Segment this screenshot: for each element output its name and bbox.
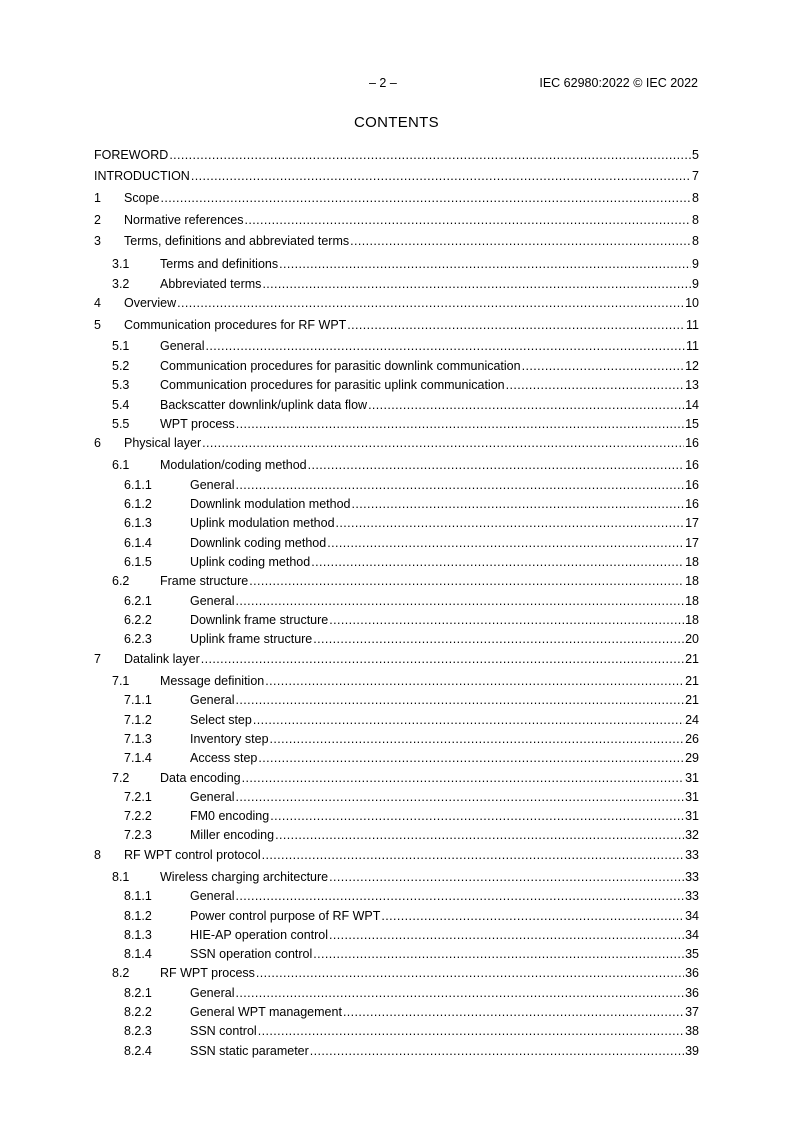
toc-entry[interactable] — [94, 712, 699, 728]
toc-entry-title: Backscatter downlink/uplink data flow — [160, 398, 368, 412]
toc-entry-title: Normative references — [124, 213, 244, 227]
toc-dot-leader — [308, 457, 684, 473]
toc-entry[interactable] — [94, 808, 699, 824]
toc-entry-number: 8.2 — [112, 966, 130, 980]
toc-entry-number: 5.1 — [112, 339, 130, 353]
toc-entry-title: FOREWORD — [94, 148, 169, 162]
toc-dot-leader — [522, 358, 685, 374]
toc-entry-number: 4 — [94, 296, 101, 310]
toc-entry[interactable] — [94, 435, 699, 451]
toc-entry-page: 33 — [685, 889, 699, 903]
toc-entry-title: Select step — [190, 713, 252, 727]
toc-entry-title: Terms, definitions and abbreviated terms — [124, 234, 350, 248]
toc-entry[interactable] — [94, 908, 699, 924]
toc-dot-leader — [265, 673, 684, 689]
toc-entry[interactable] — [94, 651, 699, 667]
toc-entry[interactable] — [94, 946, 699, 962]
toc-entry-title: General — [190, 594, 235, 608]
toc-entry-title: WPT process — [160, 417, 235, 431]
toc-entry-number: 8.2.3 — [124, 1024, 152, 1038]
toc-dot-leader — [160, 190, 691, 206]
toc-entry-page: 31 — [685, 771, 699, 785]
toc-dot-leader — [253, 712, 684, 728]
toc-entry-page: 13 — [685, 378, 699, 392]
toc-entry-number: 7.2.1 — [124, 790, 152, 804]
toc-entry[interactable] — [94, 457, 699, 473]
toc-dot-leader — [236, 416, 684, 432]
toc-entry-number: 5 — [94, 318, 101, 332]
toc-dot-leader — [235, 888, 684, 904]
toc-entry[interactable] — [94, 477, 699, 493]
toc-dot-leader — [258, 750, 684, 766]
toc-dot-leader — [245, 212, 692, 228]
toc-entry-title: RF WPT control protocol — [124, 848, 261, 862]
toc-entry-page: 5 — [692, 148, 699, 162]
toc-entry-page: 21 — [685, 652, 699, 666]
toc-entry-page: 33 — [685, 848, 699, 862]
toc-entry[interactable] — [94, 212, 699, 228]
toc-entry-page: 15 — [685, 417, 699, 431]
toc-entry-page: 31 — [685, 790, 699, 804]
toc-dot-leader — [235, 789, 684, 805]
toc-entry-title: General — [190, 693, 235, 707]
toc-entry[interactable] — [94, 256, 699, 272]
toc-entry-title: Uplink frame structure — [190, 632, 313, 646]
toc-dot-leader — [169, 147, 691, 163]
toc-entry-page: 16 — [685, 458, 699, 472]
toc-entry-title: Data encoding — [160, 771, 241, 785]
toc-entry-page: 31 — [685, 809, 699, 823]
toc-dot-leader — [350, 233, 691, 249]
toc-entry-title: SSN static parameter — [190, 1044, 309, 1058]
toc-dot-leader — [279, 256, 691, 272]
toc-dot-leader — [310, 1043, 684, 1059]
toc-entry-page: 26 — [685, 732, 699, 746]
toc-dot-leader — [235, 593, 684, 609]
toc-entry-number: 7.2.2 — [124, 809, 152, 823]
toc-entry-page: 16 — [685, 436, 699, 450]
toc-entry-number: 6 — [94, 436, 101, 450]
toc-entry[interactable] — [94, 317, 699, 333]
toc-entry-page: 17 — [685, 516, 699, 530]
toc-entry[interactable] — [94, 593, 699, 609]
toc-entry[interactable] — [94, 1023, 699, 1039]
toc-entry-number: 8.1.4 — [124, 947, 152, 961]
toc-entry-page: 24 — [685, 713, 699, 727]
toc-dot-leader — [329, 612, 684, 628]
toc-entry[interactable] — [94, 789, 699, 805]
toc-dot-leader — [202, 435, 684, 451]
toc-entry-number: 8.1.2 — [124, 909, 152, 923]
toc-entry-number: 7 — [94, 652, 101, 666]
toc-entry-number: 7.2.3 — [124, 828, 152, 842]
toc-entry-title: Datalink layer — [124, 652, 200, 666]
toc-entry-number: 8.1 — [112, 870, 130, 884]
toc-entry-title: Uplink coding method — [190, 555, 311, 569]
toc-entry-number: 8.2.2 — [124, 1005, 152, 1019]
toc-entry-page: 36 — [685, 986, 699, 1000]
toc-entry-page: 8 — [692, 213, 699, 227]
toc-entry-number: 8.1.1 — [124, 889, 152, 903]
toc-entry[interactable] — [94, 770, 699, 786]
toc-entry-title: General WPT management — [190, 1005, 342, 1019]
toc-entry-number: 6.1 — [112, 458, 130, 472]
toc-entry-title: Uplink modulation method — [190, 516, 335, 530]
toc-entry-title: INTRODUCTION — [94, 169, 190, 183]
toc-dot-leader — [242, 770, 684, 786]
toc-dot-leader — [313, 946, 684, 962]
toc-entry-title: General — [190, 889, 235, 903]
toc-entry-title: Wireless charging architecture — [160, 870, 329, 884]
toc-entry-number: 3 — [94, 234, 101, 248]
toc-entry[interactable] — [94, 535, 699, 551]
toc-dot-leader — [177, 295, 684, 311]
toc-dot-leader — [381, 908, 684, 924]
toc-entry-number: 6.2.2 — [124, 613, 152, 627]
toc-entry-number: 7.1.1 — [124, 693, 152, 707]
toc-entry-title: Downlink modulation method — [190, 497, 351, 511]
page-title: CONTENTS — [354, 114, 439, 131]
toc-entry-title: HIE-AP operation control — [190, 928, 329, 942]
toc-entry-page: 20 — [685, 632, 699, 646]
toc-entry-page: 37 — [685, 1005, 699, 1019]
toc-entry-title: Access step — [190, 751, 258, 765]
toc-entry[interactable] — [94, 377, 699, 393]
toc-entry-title: Communication procedures for parasitic uplink communication — [160, 378, 505, 392]
toc-entry-title: General — [190, 478, 235, 492]
toc-entry-number: 8.1.3 — [124, 928, 152, 942]
toc-dot-leader — [329, 927, 684, 943]
toc-entry[interactable] — [94, 496, 699, 512]
toc-entry-page: 38 — [685, 1024, 699, 1038]
toc-entry-page: 18 — [685, 574, 699, 588]
toc-entry-number: 5.2 — [112, 359, 130, 373]
toc-entry-title: FM0 encoding — [190, 809, 270, 823]
toc-entry-page: 16 — [685, 478, 699, 492]
toc-entry-title: Inventory step — [190, 732, 269, 746]
toc-entry-page: 33 — [685, 870, 699, 884]
toc-entry-number: 7.1.2 — [124, 713, 152, 727]
toc-entry-number: 6.1.5 — [124, 555, 152, 569]
toc-dot-leader — [262, 276, 691, 292]
toc-entry[interactable] — [94, 190, 699, 206]
toc-dot-leader — [191, 168, 691, 184]
toc-entry-page: 29 — [685, 751, 699, 765]
toc-entry-number: 2 — [94, 213, 101, 227]
toc-entry-number: 7.1.3 — [124, 732, 152, 746]
toc-entry[interactable] — [94, 358, 699, 374]
toc-entry-title: SSN control — [190, 1024, 257, 1038]
toc-entry[interactable] — [94, 233, 699, 249]
toc-entry-title: RF WPT process — [160, 966, 255, 980]
toc-dot-leader — [270, 731, 685, 747]
toc-entry[interactable] — [94, 827, 699, 843]
toc-dot-leader — [506, 377, 684, 393]
toc-dot-leader — [235, 692, 684, 708]
toc-entry[interactable] — [94, 750, 699, 766]
toc-entry-page: 35 — [685, 947, 699, 961]
toc-entry-number: 6.2.1 — [124, 594, 152, 608]
toc-entry[interactable] — [94, 295, 699, 311]
toc-entry-page: 36 — [685, 966, 699, 980]
toc-entry[interactable] — [94, 612, 699, 628]
toc-entry-page: 14 — [685, 398, 699, 412]
toc-entry-page: 18 — [685, 555, 699, 569]
toc-entry-number: 7.1.4 — [124, 751, 152, 765]
toc-entry-page: 34 — [685, 928, 699, 942]
toc-entry-page: 12 — [685, 359, 699, 373]
toc-dot-leader — [235, 477, 684, 493]
toc-entry[interactable] — [94, 515, 699, 531]
toc-entry-page: 7 — [692, 169, 699, 183]
toc-entry-title: Communication procedures for RF WPT — [124, 318, 347, 332]
toc-entry[interactable] — [94, 673, 699, 689]
toc-entry-number: 5.4 — [112, 398, 130, 412]
toc-entry-title: General — [160, 339, 205, 353]
toc-entry-page: 11 — [686, 339, 699, 353]
toc-entry[interactable] — [94, 985, 699, 1001]
toc-entry[interactable] — [94, 1043, 699, 1059]
toc-entry-page: 8 — [692, 234, 699, 248]
toc-entry[interactable] — [94, 573, 699, 589]
toc-entry[interactable] — [94, 927, 699, 943]
toc-entry-number: 1 — [94, 191, 101, 205]
toc-entry-page: 32 — [685, 828, 699, 842]
toc-entry-page: 9 — [692, 257, 699, 271]
toc-entry-page: 39 — [685, 1044, 699, 1058]
toc-dot-leader — [270, 808, 684, 824]
toc-entry-number: 8 — [94, 848, 101, 862]
toc-entry[interactable] — [94, 276, 699, 292]
toc-entry-title: SSN operation control — [190, 947, 313, 961]
toc-entry-page: 17 — [685, 536, 699, 550]
toc-dot-leader — [262, 847, 684, 863]
toc-entry-page: 21 — [685, 693, 699, 707]
toc-entry[interactable] — [94, 888, 699, 904]
toc-entry-page: 11 — [686, 318, 699, 332]
toc-entry-number: 3.1 — [112, 257, 130, 271]
page-number: – 2 – — [369, 76, 397, 90]
toc-dot-leader — [336, 515, 685, 531]
toc-entry[interactable] — [94, 338, 699, 354]
toc-entry-title: Physical layer — [124, 436, 202, 450]
standard-reference: IEC 62980:2022 © IEC 2022 — [539, 76, 698, 90]
toc-entry-title: Frame structure — [160, 574, 249, 588]
toc-entry[interactable] — [94, 168, 699, 184]
toc-entry[interactable] — [94, 847, 699, 863]
toc-entry-number: 5.5 — [112, 417, 130, 431]
toc-entry-number: 8.2.4 — [124, 1044, 152, 1058]
toc-dot-leader — [201, 651, 684, 667]
toc-dot-leader — [352, 496, 685, 512]
toc-entry[interactable] — [94, 147, 699, 163]
toc-entry-title: Scope — [124, 191, 160, 205]
toc-entry-number: 7.2 — [112, 771, 130, 785]
toc-entry-number: 6.1.2 — [124, 497, 152, 511]
toc-entry-number: 6.1.4 — [124, 536, 152, 550]
toc-entry-number: 7.1 — [112, 674, 130, 688]
toc-entry[interactable] — [94, 416, 699, 432]
toc-dot-leader — [249, 573, 684, 589]
toc-entry-title: Power control purpose of RF WPT — [190, 909, 381, 923]
toc-entry-number: 8.2.1 — [124, 986, 152, 1000]
toc-dot-leader — [235, 985, 684, 1001]
toc-entry-page: 10 — [685, 296, 699, 310]
toc-entry-title: Downlink coding method — [190, 536, 327, 550]
toc-dot-leader — [205, 338, 685, 354]
toc-entry-number: 6.1.1 — [124, 478, 152, 492]
toc-entry[interactable] — [94, 1004, 699, 1020]
toc-entry[interactable] — [94, 965, 699, 981]
toc-entry-page: 34 — [685, 909, 699, 923]
toc-entry-title: Terms and definitions — [160, 257, 279, 271]
toc-entry-page: 18 — [685, 594, 699, 608]
toc-entry-title: Message definition — [160, 674, 265, 688]
toc-entry-page: 21 — [685, 674, 699, 688]
toc-dot-leader — [329, 869, 684, 885]
toc-entry-number: 6.2.3 — [124, 632, 152, 646]
toc-entry-title: General — [190, 790, 235, 804]
toc-dot-leader — [368, 397, 684, 413]
toc-entry[interactable] — [94, 631, 699, 647]
toc-dot-leader — [256, 965, 684, 981]
toc-entry[interactable] — [94, 554, 699, 570]
toc-entry-title: Communication procedures for parasitic downlink communication — [160, 359, 521, 373]
toc-entry-page: 8 — [692, 191, 699, 205]
toc-entry-title: Abbreviated terms — [160, 277, 262, 291]
toc-entry-title: General — [190, 986, 235, 1000]
toc-entry-page: 16 — [685, 497, 699, 511]
toc-entry-page: 9 — [692, 277, 699, 291]
toc-entry-title: Miller encoding — [190, 828, 275, 842]
toc-dot-leader — [313, 631, 684, 647]
toc-entry[interactable] — [94, 869, 699, 885]
toc-entry-number: 5.3 — [112, 378, 130, 392]
toc-dot-leader — [343, 1004, 684, 1020]
toc-dot-leader — [258, 1023, 684, 1039]
toc-entry-number: 6.1.3 — [124, 516, 152, 530]
toc-dot-leader — [311, 554, 684, 570]
toc-entry[interactable] — [94, 731, 699, 747]
toc-entry[interactable] — [94, 397, 699, 413]
toc-dot-leader — [327, 535, 684, 551]
page-header — [0, 76, 793, 92]
toc-entry[interactable] — [94, 692, 699, 708]
toc-dot-leader — [275, 827, 684, 843]
toc-entry-number: 6.2 — [112, 574, 130, 588]
toc-dot-leader — [347, 317, 685, 333]
toc-entry-number: 3.2 — [112, 277, 130, 291]
toc-entry-title: Modulation/coding method — [160, 458, 307, 472]
toc-entry-title: Downlink frame structure — [190, 613, 329, 627]
toc-entry-page: 18 — [685, 613, 699, 627]
toc-entry-title: Overview — [124, 296, 177, 310]
